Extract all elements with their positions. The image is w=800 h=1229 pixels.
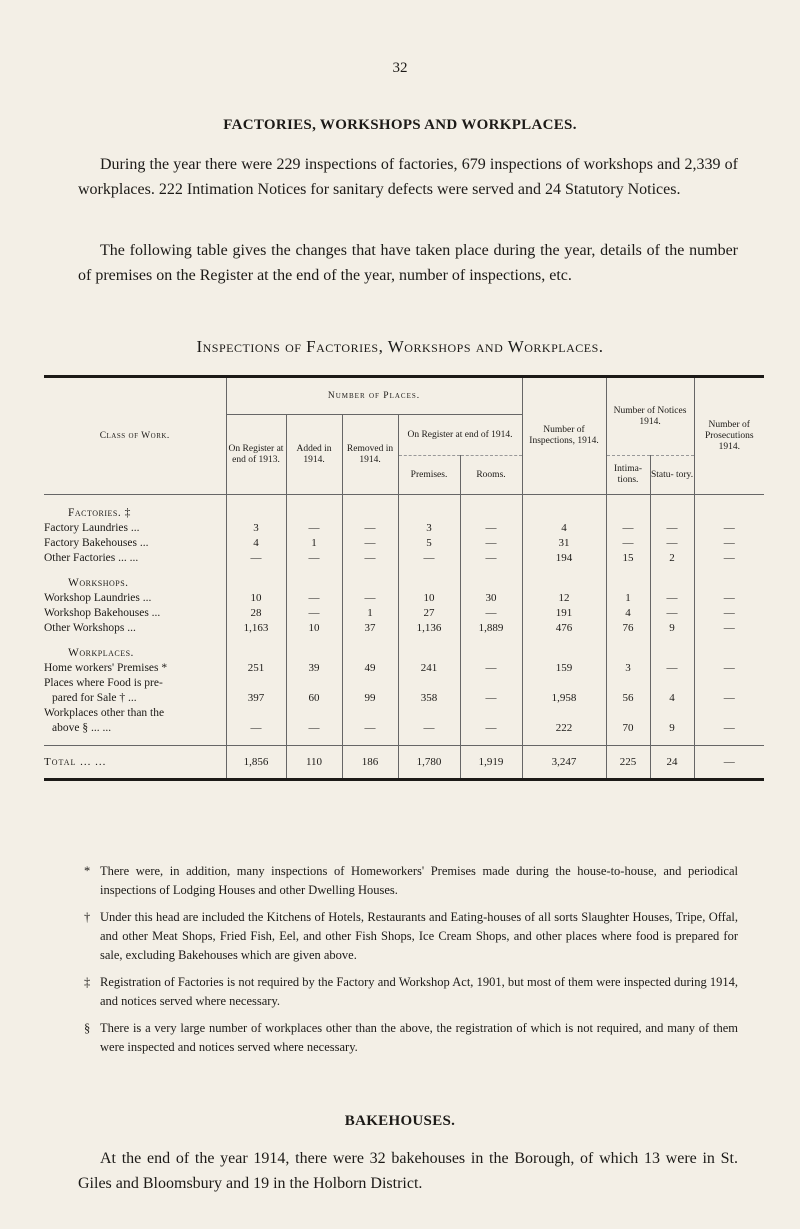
total-rooms: 1,919 bbox=[460, 746, 522, 780]
row-label: Workshop Laundries ... bbox=[44, 590, 226, 605]
total-row bbox=[44, 746, 764, 780]
footnote bbox=[84, 908, 738, 965]
cell-prosecutions: — bbox=[723, 661, 735, 674]
cell-inspections: 159 bbox=[522, 660, 606, 675]
cell-removed: 1 bbox=[342, 605, 398, 620]
cell-rooms: — bbox=[460, 520, 522, 535]
cell-rooms: — bbox=[460, 660, 522, 675]
cell-inspections: 12 bbox=[522, 590, 606, 605]
cell-statutory: 9 bbox=[650, 620, 694, 635]
cell-removed bbox=[342, 675, 398, 690]
cell-prosecutions bbox=[694, 705, 764, 720]
cell-premises: — bbox=[398, 720, 460, 735]
cell-rooms: 30 bbox=[460, 590, 522, 605]
header-inspections: Number of Inspections, 1914. bbox=[522, 377, 606, 495]
cell-premises: 358 bbox=[398, 690, 460, 705]
table-row bbox=[44, 620, 764, 635]
cell-on-register-1913: 3 bbox=[226, 520, 286, 535]
cell-rooms: — bbox=[460, 535, 522, 550]
cell-premises: 3 bbox=[398, 520, 460, 535]
cell-prosecutions: — bbox=[723, 551, 735, 564]
cell-inspections: 31 bbox=[522, 535, 606, 550]
header-on-register-1913: On Register at end of 1913. bbox=[226, 415, 286, 495]
cell-on-register-1913: — bbox=[226, 550, 286, 565]
cell-premises: 1,136 bbox=[398, 620, 460, 635]
cell-premises: 27 bbox=[398, 605, 460, 620]
footnote bbox=[84, 862, 738, 900]
cell-added: 39 bbox=[286, 660, 342, 675]
total-on-register-1913: 1,856 bbox=[226, 746, 286, 780]
row-label: Workplaces other than the bbox=[44, 705, 226, 720]
section-row-factories bbox=[44, 505, 764, 520]
cell-inspections: 222 bbox=[522, 720, 606, 735]
table-row bbox=[44, 705, 764, 720]
cell-removed: 37 bbox=[342, 620, 398, 635]
section-title: Workshops. bbox=[44, 575, 226, 590]
cell-added: 10 bbox=[286, 620, 342, 635]
cell-on-register-1913: 397 bbox=[226, 690, 286, 705]
footnote-mark: * bbox=[84, 864, 91, 878]
table-row bbox=[44, 660, 764, 675]
cell-removed: — bbox=[342, 550, 398, 565]
cell-premises bbox=[398, 675, 460, 690]
cell-prosecutions: — bbox=[723, 536, 735, 549]
row-label: Factory Bakehouses ... bbox=[44, 535, 226, 550]
header-rooms: Rooms. bbox=[460, 456, 522, 495]
cell-added: 60 bbox=[286, 690, 342, 705]
row-label: Home workers' Premises * bbox=[44, 660, 226, 675]
cell-removed: 49 bbox=[342, 660, 398, 675]
cell-statutory: — bbox=[650, 660, 694, 675]
intro-paragraph: During the year there were 229 inspections of factories, 679 inspections of workshops and 2,339 of workplaces. 222 Intimation Notices for sanitary defects were served and 24 Statutory Notices. bbox=[78, 156, 738, 198]
footnote bbox=[84, 1019, 738, 1057]
header-added: Added in 1914. bbox=[286, 415, 342, 495]
total-statutory: 24 bbox=[650, 746, 694, 780]
cell-inspections: 1,958 bbox=[522, 690, 606, 705]
cell-statutory: — bbox=[650, 535, 694, 550]
cell-intimations bbox=[606, 675, 650, 690]
cell-statutory: — bbox=[650, 520, 694, 535]
row-label: Other Workshops ... bbox=[44, 620, 226, 635]
cell-on-register-1913: 4 bbox=[226, 535, 286, 550]
header-statutory: Statu- tory. bbox=[650, 456, 694, 495]
cell-added: — bbox=[286, 550, 342, 565]
cell-intimations: 1 bbox=[606, 590, 650, 605]
table-row bbox=[44, 590, 764, 605]
table-row bbox=[44, 720, 764, 735]
cell-prosecutions: — bbox=[723, 521, 735, 534]
cell-rooms bbox=[460, 675, 522, 690]
footnote-mark: § bbox=[84, 1021, 91, 1035]
header-on-register-1914: On Register at end of 1914. bbox=[398, 415, 522, 456]
table-row bbox=[44, 535, 764, 550]
total-premises: 1,780 bbox=[398, 746, 460, 780]
cell-prosecutions: — bbox=[723, 721, 735, 734]
row-label: Factory Laundries ... bbox=[44, 520, 226, 535]
table-row bbox=[44, 605, 764, 620]
section-title: Factories. ‡ bbox=[44, 505, 226, 520]
row-label: Places where Food is pre- bbox=[44, 675, 226, 690]
cell-premises bbox=[398, 705, 460, 720]
header-removed: Removed in 1914. bbox=[342, 415, 398, 495]
row-label: Workshop Bakehouses ... bbox=[44, 605, 226, 620]
cell-premises: — bbox=[398, 550, 460, 565]
cell-on-register-1913: 10 bbox=[226, 590, 286, 605]
cell-prosecutions: — bbox=[723, 591, 735, 604]
footnote-text: There is a very large number of workplaces other than the above, the registration of which is not required, and many of them were inspected and notices served where necessary. bbox=[100, 1021, 738, 1054]
header-intimations: Intima- tions. bbox=[606, 456, 650, 495]
cell-premises: 10 bbox=[398, 590, 460, 605]
header-prosecutions: Number of Prosecutions 1914. bbox=[694, 377, 764, 495]
cell-premises: 5 bbox=[398, 535, 460, 550]
cell-added: — bbox=[286, 605, 342, 620]
section-heading-bakehouses: BAKEHOUSES. bbox=[344, 1113, 456, 1129]
total-prosecutions: — bbox=[694, 746, 764, 780]
cell-added: — bbox=[286, 720, 342, 735]
table-row bbox=[44, 675, 764, 690]
cell-added: — bbox=[286, 590, 342, 605]
cell-rooms: 1,889 bbox=[460, 620, 522, 635]
footnote-text: There were, in addition, many inspections of Homeworkers' Premises made during the house-to-house, and periodical inspections of Lodging Houses and other Dwelling Houses. bbox=[100, 864, 738, 897]
cell-on-register-1913: 1,163 bbox=[226, 620, 286, 635]
cell-statutory: — bbox=[650, 590, 694, 605]
header-number-of-places: Number of Places. bbox=[226, 377, 522, 415]
header-class-of-work: Class of Work. bbox=[44, 377, 226, 495]
cell-removed: — bbox=[342, 590, 398, 605]
cell-inspections bbox=[522, 705, 606, 720]
row-label: pared for Sale † ... bbox=[44, 690, 226, 705]
section-row-workshops bbox=[44, 575, 764, 590]
total-added: 110 bbox=[286, 746, 342, 780]
cell-inspections bbox=[522, 675, 606, 690]
table-row bbox=[44, 550, 764, 565]
cell-intimations: 15 bbox=[606, 550, 650, 565]
cell-statutory: — bbox=[650, 605, 694, 620]
cell-removed: — bbox=[342, 535, 398, 550]
row-label: Other Factories ... ... bbox=[44, 550, 226, 565]
cell-intimations: 4 bbox=[606, 605, 650, 620]
footnote-text: Under this head are included the Kitchens of Hotels, Restaurants and Eating-houses of all sorts Slaughter Houses, Tripe, Offal, and other Meat Shops, Fried Fish, Eel, and other Fish Shops, Ice Cream Shops, and other places where food is prepared for sale, excluding Bakehouses which are given above. bbox=[100, 910, 738, 962]
cell-on-register-1913: — bbox=[226, 720, 286, 735]
cell-statutory: 2 bbox=[650, 550, 694, 565]
footnote bbox=[84, 973, 738, 1011]
cell-inspections: 476 bbox=[522, 620, 606, 635]
cell-added bbox=[286, 675, 342, 690]
cell-prosecutions: — bbox=[723, 606, 735, 619]
cell-intimations: — bbox=[606, 520, 650, 535]
total-label: Total ... ... bbox=[44, 746, 226, 780]
cell-on-register-1913: 28 bbox=[226, 605, 286, 620]
cell-intimations: 70 bbox=[606, 720, 650, 735]
footnote-mark: † bbox=[84, 910, 91, 924]
cell-inspections: 191 bbox=[522, 605, 606, 620]
footnotes bbox=[84, 862, 738, 1065]
footnote-text: Registration of Factories is not required by the Factory and Workshop Act, 1901, but most of them were inspected during 1914, and notices served where necessary. bbox=[100, 975, 738, 1008]
table-row bbox=[44, 520, 764, 535]
cell-rooms: — bbox=[460, 720, 522, 735]
table-intro-paragraph: The following table gives the changes that have taken place during the year, details of the number of premises on the Register at the end of the year, number of inspections, etc. bbox=[78, 242, 738, 284]
cell-on-register-1913 bbox=[226, 705, 286, 720]
table-title: Inspections of Factories, Workshops and Workplaces. bbox=[196, 337, 604, 356]
cell-statutory: 4 bbox=[650, 690, 694, 705]
cell-intimations bbox=[606, 705, 650, 720]
page-number: 32 bbox=[392, 60, 408, 76]
cell-added bbox=[286, 705, 342, 720]
inspections-table bbox=[44, 375, 764, 781]
cell-removed: 99 bbox=[342, 690, 398, 705]
row-label: above § ... ... bbox=[44, 720, 226, 735]
total-intimations: 225 bbox=[606, 746, 650, 780]
footnote-mark: ‡ bbox=[84, 975, 91, 989]
cell-statutory bbox=[650, 675, 694, 690]
cell-removed bbox=[342, 705, 398, 720]
section-title: Workplaces. bbox=[44, 645, 226, 660]
cell-on-register-1913: 251 bbox=[226, 660, 286, 675]
cell-removed: — bbox=[342, 720, 398, 735]
cell-statutory bbox=[650, 705, 694, 720]
cell-prosecutions bbox=[694, 675, 764, 690]
cell-intimations: 76 bbox=[606, 620, 650, 635]
cell-on-register-1913 bbox=[226, 675, 286, 690]
cell-inspections: 4 bbox=[522, 520, 606, 535]
cell-added: — bbox=[286, 520, 342, 535]
cell-inspections: 194 bbox=[522, 550, 606, 565]
total-removed: 186 bbox=[342, 746, 398, 780]
cell-intimations: — bbox=[606, 535, 650, 550]
table-row bbox=[44, 690, 764, 705]
cell-prosecutions: — bbox=[723, 621, 735, 634]
section-heading-factories: FACTORIES, WORKSHOPS AND WORKPLACES. bbox=[223, 117, 577, 133]
header-notices: Number of Notices 1914. bbox=[606, 377, 694, 456]
cell-statutory: 9 bbox=[650, 720, 694, 735]
cell-intimations: 56 bbox=[606, 690, 650, 705]
cell-rooms bbox=[460, 705, 522, 720]
cell-premises: 241 bbox=[398, 660, 460, 675]
cell-prosecutions: — bbox=[723, 691, 735, 704]
cell-intimations: 3 bbox=[606, 660, 650, 675]
cell-rooms: — bbox=[460, 690, 522, 705]
cell-rooms: — bbox=[460, 550, 522, 565]
cell-removed: — bbox=[342, 520, 398, 535]
cell-rooms: — bbox=[460, 605, 522, 620]
header-premises: Premises. bbox=[398, 456, 460, 495]
cell-added: 1 bbox=[286, 535, 342, 550]
total-inspections: 3,247 bbox=[522, 746, 606, 780]
bakehouses-paragraph: At the end of the year 1914, there were 32 bakehouses in the Borough, of which 13 were in St. Giles and Bloomsbury and 19 in the Holborn District. bbox=[78, 1150, 738, 1192]
section-row-workplaces bbox=[44, 645, 764, 660]
